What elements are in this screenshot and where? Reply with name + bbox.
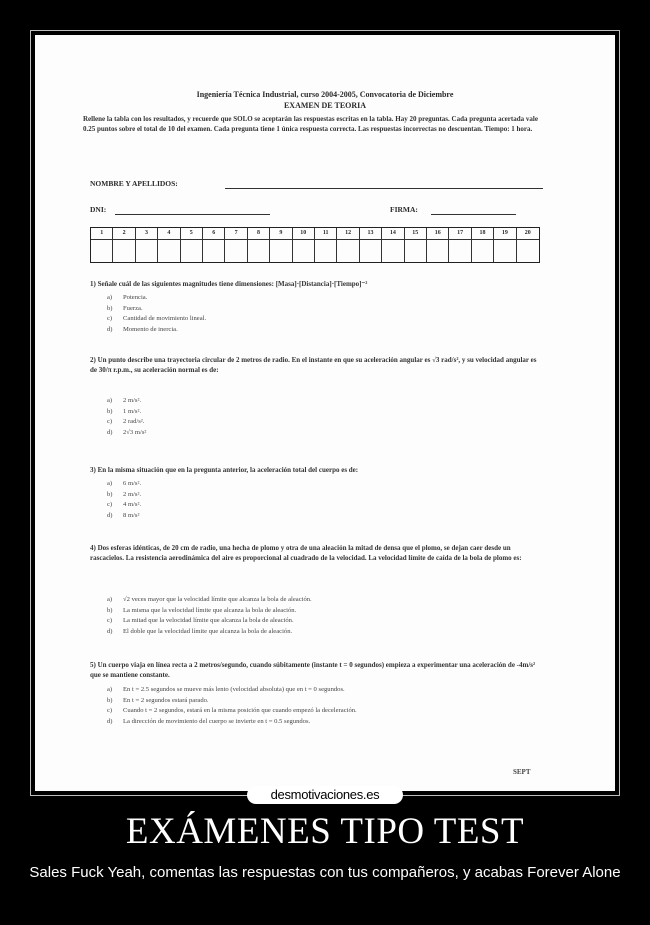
name-field-line — [225, 188, 543, 189]
answer-number: 8 — [248, 228, 270, 240]
option-letter: a) — [107, 480, 113, 487]
option-letter: c) — [107, 315, 113, 322]
option-letter: d) — [107, 511, 113, 519]
option-item — [107, 595, 312, 606]
option-item — [107, 500, 141, 511]
answer-box — [427, 240, 449, 262]
option-text: Potencia. — [123, 294, 148, 301]
option-letter: d) — [107, 717, 113, 725]
option-text: La misma que la velocidad límite que alcanza la bola de aleación. — [123, 606, 297, 614]
answer-number: 16 — [427, 228, 449, 240]
option-letter: a) — [107, 686, 113, 693]
answer-number: 5 — [181, 228, 203, 240]
option-text: Cuando t = 2 segundos, estará en la misma posición que cuando empezó la deceleración. — [123, 707, 357, 714]
question-options — [107, 396, 146, 438]
exam-header-title: EXAMEN DE TEORIA — [283, 101, 367, 110]
dni-field-line — [115, 214, 270, 215]
question-text: 2) Un punto describe una trayectoria circular de 2 metros de radio. En el instante en que su aceleración angular es √3 rad/s², y su velocidad angular es de 30/π r.p.m., su aceleración normal es de: — [90, 356, 537, 374]
option-item — [107, 396, 146, 407]
question-text: 1) Señale cuál de las siguientes magnitudes tiene dimensiones: [Masa]·[Distancia]·[Tiempo]⁻² — [90, 280, 368, 288]
question-text: 4) Dos esferas idénticas, de 20 cm de radio, una hecha de plomo y otra de una aleación la mitad de densa que el plomo, se dejan caer desde un rascacielos. La resistencia aerodinámica del aire es proporcional al cuadrado de la velocidad. La velocidad límite de caída de la bola de plomo es: — [90, 544, 522, 562]
answer-box — [203, 240, 225, 262]
answer-number: 19 — [494, 228, 516, 240]
option-text: 2√3 m/s² — [123, 428, 147, 436]
answer-box — [517, 240, 539, 262]
signature-label: FIRMA: — [390, 205, 418, 214]
answer-box — [472, 240, 494, 262]
answer-grid — [90, 227, 540, 263]
option-item — [107, 717, 357, 728]
option-item — [107, 479, 141, 490]
option-item — [107, 490, 141, 501]
name-label: NOMBRE Y APELLIDOS: — [90, 179, 178, 188]
option-item — [107, 511, 141, 522]
option-item — [107, 417, 146, 428]
answer-number: 1 — [91, 228, 113, 240]
option-text: Fuerza. — [123, 304, 143, 312]
option-letter: c) — [107, 617, 113, 624]
option-text: 8 m/s² — [123, 511, 140, 519]
option-letter: c) — [107, 501, 113, 508]
answer-box — [270, 240, 292, 262]
answer-box — [293, 240, 315, 262]
option-item — [107, 696, 357, 707]
dni-label: DNI: — [90, 205, 107, 214]
exam-instructions: Rellene la tabla con los resultados, y recuerde que SOLO se aceptarán las respuestas escritas en la tabla. Hay 20 preguntas. Cada pregunta acertada vale 0.25 puntos sobre el total de 10 del examen. Cada pregunta tiene 1 única respuesta correcta. Las respuestas incorrectas no descuentan. Tiempo: 1 hora. — [83, 115, 538, 133]
question-text: 5) Un cuerpo viaja en línea recta a 2 metros/segundo, cuando súbitamente (instante t = 0 segundos) empieza a experimentar una aceleración de -4m/s² que se mantiene constante. — [90, 661, 536, 679]
question-options — [107, 479, 141, 521]
option-text: En t = 2.5 segundos se mueve más lento (velocidad absoluta) que en t = 0 segundos. — [123, 686, 345, 693]
answer-number: 6 — [203, 228, 225, 240]
answer-box — [494, 240, 516, 262]
option-text: La mitad que la velocidad límite que alcanza la bola de aleación. — [123, 617, 294, 624]
answer-number: 12 — [337, 228, 359, 240]
question-options — [107, 293, 206, 335]
option-item — [107, 325, 206, 336]
answer-box — [248, 240, 270, 262]
option-text: 2 m/s². — [123, 397, 142, 404]
option-text: El doble que la velocidad límite que alcanza la bola de aleación. — [123, 627, 293, 635]
answer-number: 17 — [449, 228, 471, 240]
signature-field-line — [431, 214, 516, 215]
answer-number: 10 — [293, 228, 315, 240]
option-text: 6 m/s². — [123, 480, 142, 487]
exam-paper — [35, 35, 615, 791]
answer-number: 14 — [382, 228, 404, 240]
option-item — [107, 606, 312, 617]
answer-box — [158, 240, 180, 262]
answer-box — [449, 240, 471, 262]
option-text: √2 veces mayor que la velocidad límite que alcanza la bola de aleación. — [123, 596, 312, 603]
answer-number: 3 — [136, 228, 158, 240]
site-logo: desmotivaciones.es — [247, 786, 403, 804]
answer-box — [136, 240, 158, 262]
option-item — [107, 407, 146, 418]
answer-number: 15 — [405, 228, 427, 240]
answer-box — [181, 240, 203, 262]
option-letter: d) — [107, 428, 113, 436]
question-options — [107, 685, 357, 727]
answer-number: 7 — [225, 228, 247, 240]
option-letter: b) — [107, 490, 113, 498]
poster-subtitle: Sales Fuck Yeah, comentas las respuestas con tus compañeros, y acabas Forever Alone — [29, 864, 621, 881]
option-letter: a) — [107, 397, 113, 404]
answer-number: 18 — [472, 228, 494, 240]
option-item — [107, 304, 206, 315]
answer-box — [113, 240, 135, 262]
answer-box — [315, 240, 337, 262]
option-item — [107, 293, 206, 304]
option-item — [107, 685, 357, 696]
option-item — [107, 428, 146, 439]
option-text: Momento de inercia. — [123, 325, 178, 333]
option-letter: d) — [107, 325, 113, 333]
option-item — [107, 706, 357, 717]
answer-number: 20 — [517, 228, 539, 240]
option-letter: a) — [107, 596, 113, 603]
option-text: 2 m/s². — [123, 490, 142, 498]
option-text: 4 m/s². — [123, 501, 142, 508]
option-letter: b) — [107, 407, 113, 415]
option-letter: c) — [107, 707, 113, 714]
answer-number: 2 — [113, 228, 135, 240]
option-text: En t = 2 segundos estará parado. — [123, 696, 209, 704]
option-text: 2 rad/s². — [123, 418, 145, 425]
answer-number: 4 — [158, 228, 180, 240]
option-letter: b) — [107, 696, 113, 704]
option-item — [107, 627, 312, 638]
option-item — [107, 616, 312, 627]
option-text: La dirección de movimiento del cuerpo se invierte en t = 0.5 segundos. — [123, 717, 311, 725]
answer-box — [360, 240, 382, 262]
question-options — [107, 595, 312, 637]
poster-title: EXÁMENES TIPO TEST — [125, 811, 525, 852]
question-text: 3) En la misma situación que en la pregunta anterior, la aceleración total del cuerpo es de: — [90, 466, 359, 474]
footer-mark: SEPT — [513, 768, 531, 776]
option-letter: b) — [107, 606, 113, 614]
answer-box — [91, 240, 113, 262]
option-text: Cantidad de movimiento lineal. — [123, 315, 207, 322]
answer-number: 11 — [315, 228, 337, 240]
exam-header-course: Ingeniería Técnica Industrial, curso 2004-2005, Convocatoria de Diciembre — [196, 90, 454, 99]
answer-box — [405, 240, 427, 262]
answer-number: 9 — [270, 228, 292, 240]
option-item — [107, 314, 206, 325]
option-letter: a) — [107, 294, 113, 301]
option-text: 1 m/s². — [123, 407, 142, 415]
option-letter: c) — [107, 418, 113, 425]
answer-box — [382, 240, 404, 262]
answer-box — [337, 240, 359, 262]
option-letter: b) — [107, 304, 113, 312]
answer-box — [225, 240, 247, 262]
answer-number: 13 — [360, 228, 382, 240]
option-letter: d) — [107, 627, 113, 635]
